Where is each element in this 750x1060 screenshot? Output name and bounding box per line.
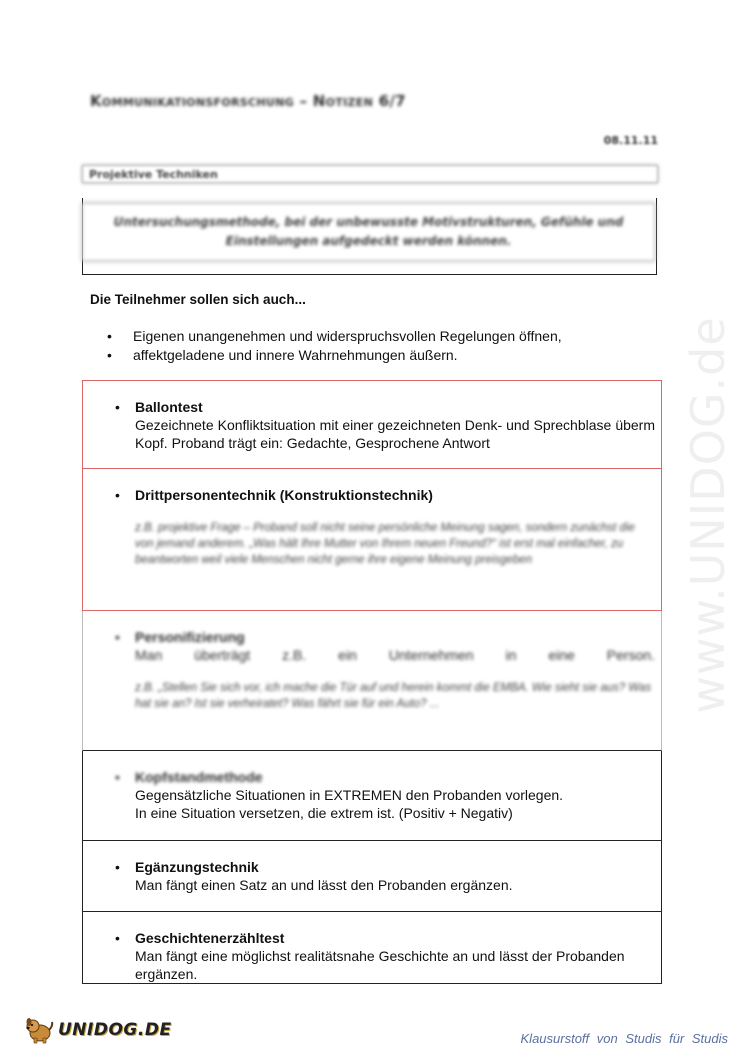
bullet-icon: •: [115, 629, 120, 645]
logo-text: UNIDOG.DE: [58, 1020, 172, 1040]
bullet-icon: •: [115, 487, 120, 503]
intro-bullet: • Eigenen unangenehmen und widerspruchsvollen Regelungen öffnen,: [107, 327, 562, 346]
technique-title: Kopfstandmethode: [135, 769, 263, 785]
footer-slogan: Klausurstoff von Studis für Studis: [520, 1031, 728, 1046]
technique-table: [82, 380, 662, 984]
document-date: 08.11.11: [603, 134, 658, 147]
technique-row-geschichtenerzaehltest: [82, 912, 662, 984]
technique-description: Gegensätzliche Situationen in EXTREMEN den Probanden vorlegen.: [135, 787, 564, 803]
technique-title: Egänzungstechnik: [135, 859, 259, 875]
technique-row-ballontest: [82, 380, 662, 469]
technique-row-drittpersonentechnik: [82, 469, 662, 611]
technique-description: Man fängt einen Satz an und lässt den Probanden ergänzen.: [135, 877, 513, 893]
bullet-icon: •: [115, 930, 120, 946]
technique-title: Personifizierung: [135, 629, 245, 645]
bullet-icon: •: [115, 859, 120, 875]
intro-list: [107, 327, 562, 365]
technique-title: Ballontest: [135, 399, 203, 415]
technique-example: z.B. projektive Frage – Proband soll nicht seine persönliche Meinung sagen, sondern zunächst die von jemand anderem. „Was hält Ihre Mutter von Ihrem neuen Freund?“ ist erst mal einfacher, zu beantworten weil viele Menschen nicht gerne ihre eigene Meinung preisgeben: [135, 522, 635, 566]
technique-example: z.B. „Stellen Sie sich vor, ich mache die Tür auf und herein kommt die EMBA. Wie sieht sie aus? Was hat sie an? Ist sie verheiratet? Was fährt sie für ein Auto? ...: [135, 682, 652, 710]
technique-title: Geschichtenerzähltest: [135, 930, 285, 946]
technique-title: Drittpersonentechnik (Konstruktionstechnik): [135, 487, 433, 503]
section-heading: Projektive Techniken: [82, 165, 658, 183]
technique-description: Man fängt eine möglichst realitätsnahe Geschichte an und lässt der Probanden ergänzen.: [135, 948, 625, 982]
watermark: [681, 285, 735, 745]
definition-box: Untersuchungsmethode, bei der unbewusste Motivstrukturen, Gefühle und Einstellungen aufgedeckt werden können.: [82, 203, 655, 261]
intro-heading: Die Teilnehmer sollen sich auch...: [90, 292, 306, 307]
dog-icon: [24, 1016, 54, 1044]
technique-description: Man überträgt z.B. ein Unternehmen in eine Person.: [135, 647, 655, 663]
footer-logo: [24, 1016, 172, 1044]
technique-row-ergaenzungstechnik: [82, 841, 662, 912]
document-title: Kommunikationsforschung – Notizen 6/7: [90, 92, 406, 110]
technique-description: Gezeichnete Konfliktsituation mit einer gezeichneten Denk- und Sprechblase überm Kopf. Proband trägt ein: Gedachte, Gesprochene Antwort: [135, 417, 655, 451]
technique-row-personifizierung: [82, 611, 662, 751]
technique-row-kopfstandmethode: [82, 751, 662, 841]
intro-bullet: • affektgeladene und innere Wahrnehmungen äußern.: [107, 346, 562, 365]
bullet-icon: •: [115, 769, 120, 785]
bullet-icon: •: [115, 399, 120, 415]
technique-description: In eine Situation versetzen, die extrem ist. (Positiv + Negativ): [135, 805, 513, 821]
watermark-text: www.UNIDOG.de: [681, 316, 735, 714]
